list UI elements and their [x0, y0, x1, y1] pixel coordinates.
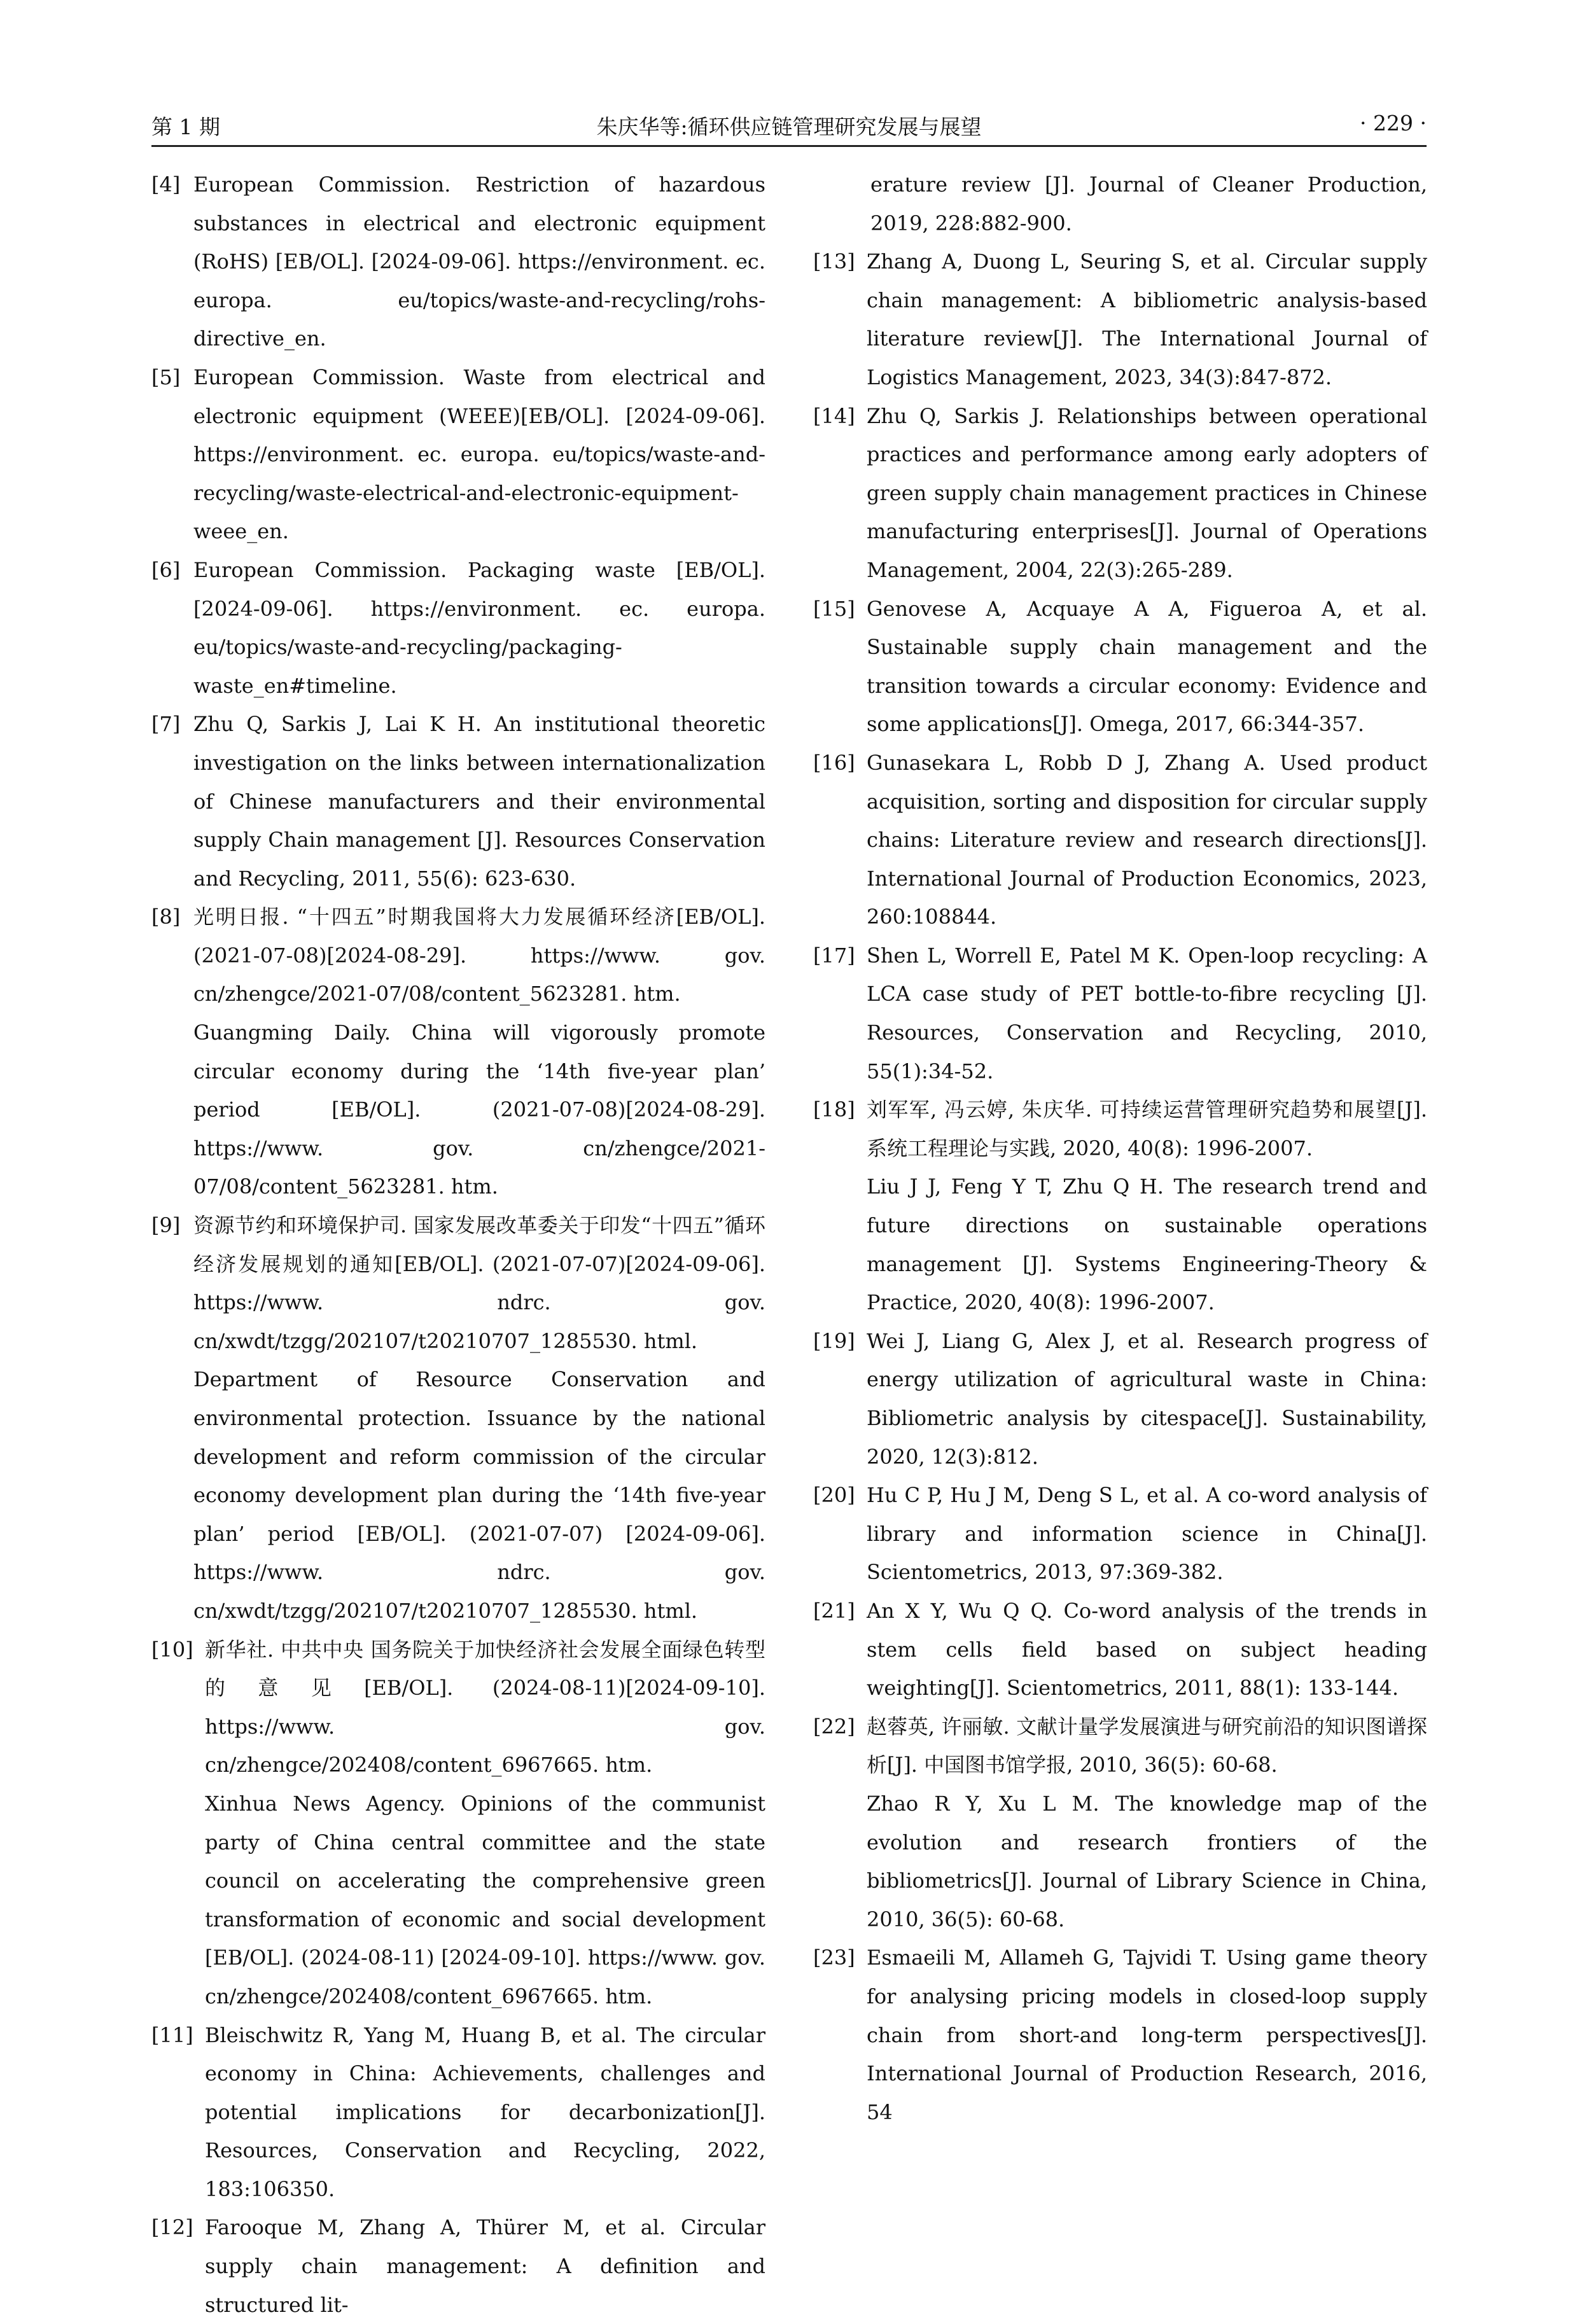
reference-number: [20] [813, 1483, 855, 1508]
reference-entry [813, 590, 1427, 744]
reference-entry [813, 1476, 1427, 1592]
reference-entry [813, 397, 1427, 590]
reference-text: 刘军军, 冯云婷, 朱庆华. 可持续运营管理研究趋势和展望[J]. 系统工程理论与实践, 2020, 40(8): 1996-2007. [867, 1097, 1427, 1160]
reference-number: [5] [151, 365, 181, 389]
reference-number: [16] [813, 750, 855, 775]
reference-entry [813, 242, 1427, 396]
reference-number: [13] [813, 249, 855, 274]
reference-text: Department of Resource Conservation and environmental protection. Issuance by the national development and reform commission of the circular economy development plan during the ‘14th five-year plan’ period [EB/OL]. (2021-07-07) [2024-09-06]. https://www. ndrc. gov. cn/xwdt/tzgg/202107/t20210707_1285530. html. [193, 1367, 765, 1623]
reference-text: Gunasekara L, Robb D J, Zhang A. Used product acquisition, sorting and disposition for circular supply chains: Literature review and research directions[J]. International Journal of Production Economics, 2023, 260:108844. [867, 750, 1427, 929]
reference-number: [10] [151, 1637, 193, 1662]
reference-entry [151, 551, 765, 705]
reference-entry [813, 744, 1427, 936]
reference-entry [151, 358, 765, 551]
running-title: 朱庆华等:循环供应链管理研究发展与展望 [596, 115, 982, 139]
reference-text: Liu J J, Feng Y T, Zhu Q H. The research trend and future directions on sustainable operations management [J]. Systems Engineering-Theory & Practice, 2020, 40(8): 1996-2007. [867, 1174, 1427, 1315]
reference-text: Esmaeili M, Allameh G, Tajvidi T. Using game theory for analysing pricing models in closed-loop supply chain from short-and long-term perspectives[J]. International Journal of Production Research, 2016, 54 [867, 1945, 1427, 2124]
reference-entry [813, 1090, 1427, 1322]
reference-text: 新华社. 中共中央 国务院关于加快经济社会发展全面绿色转型的意见[EB/OL]. (2024-08-11)[2024-09-10]. https://www. gov. cn/zhengce/202408/content_6967665. htm. [205, 1637, 765, 1778]
reference-entry [151, 1631, 765, 2016]
issue-number: 第 1 期 [151, 115, 220, 139]
reference-text: 赵蓉英, 许丽敏. 文献计量学发展演进与研究前沿的知识图谱探析[J]. 中国图书馆学报, 2010, 36(5): 60-68. [867, 1714, 1427, 1778]
reference-entry [151, 1206, 765, 1631]
reference-entry [813, 1322, 1427, 1476]
reference-number: [15] [813, 596, 855, 621]
reference-number: [7] [151, 712, 181, 737]
reference-entry [151, 165, 765, 358]
reference-text: Zhao R Y, Xu L M. The knowledge map of the evolution and research frontiers of the bibliometrics[J]. Journal of Library Science in China, 2010, 36(5): 60-68. [867, 1791, 1427, 1931]
references-right-column [813, 165, 1427, 2131]
reference-text: Shen L, Worrell E, Patel M K. Open-loop recycling: A LCA case study of PET bottle-to-fibre recycling [J]. Resources, Conservation and Recycling, 2010, 55(1):34-52. [867, 943, 1427, 1083]
reference-number: [4] [151, 172, 181, 197]
reference-text: Hu C P, Hu J M, Deng S L, et al. A co-word analysis of library and information science in China[J]. Scientometrics, 2013, 97:369-382. [867, 1483, 1427, 1585]
reference-text: Wei J, Liang G, Alex J, et al. Research progress of energy utilization of agricultural waste in China: Bibliometric analysis by citespace[J]. Sustainability, 2020, 12(3):812. [867, 1328, 1427, 1469]
reference-text: Zhang A, Duong L, Seuring S, et al. Circular supply chain management: A bibliometric analysis-based literature review[J]. The International Journal of Logistics Management, 2023, 34(3):847-872. [867, 249, 1427, 389]
reference-entry [151, 898, 765, 1206]
reference-number: [6] [151, 557, 181, 582]
reference-text: Guangming Daily. China will vigorously promote circular economy during the ‘14th five-year plan’ period [EB/OL]. (2021-07-08)[2024-08-29]. https://www. gov. cn/zhengce/2021-07/08/content_5623281. htm. [193, 1020, 765, 1199]
reference-number: [12] [151, 2215, 193, 2240]
reference-number: [21] [813, 1598, 855, 1623]
reference-number: [17] [813, 943, 855, 968]
reference-text: European Commission. Restriction of hazardous substances in electrical and electronic equipment (RoHS) [EB/OL]. [2024-09-06]. https://environment. ec. europa. eu/topics/waste-and-recycling/rohs-directive_en. [193, 172, 765, 351]
reference-text: Zhu Q, Sarkis J. Relationships between operational practices and performance among early adopters of green supply chain management practices in Chinese manufacturing enterprises[J]. Journal of Operations Management, 2004, 22(3):265-289. [867, 403, 1427, 582]
reference-number: [8] [151, 905, 181, 929]
reference-number: [11] [151, 2022, 193, 2047]
reference-entry [813, 936, 1427, 1090]
reference-text: Xinhua News Agency. Opinions of the communist party of China central committee and the state council on accelerating the comprehensive green transformation of economic and social development [EB/OL]. (2024-08-11) [2024-09-10]. https://www. gov. cn/zhengce/202408/content_6967665. htm. [205, 1791, 765, 2008]
reference-number: [23] [813, 1945, 855, 1970]
reference-text: Farooque M, Zhang A, Thürer M, et al. Circular supply chain management: A definition and structured lit- [205, 2215, 765, 2317]
reference-entry [151, 2208, 765, 2324]
running-header [151, 108, 1427, 147]
reference-text: Genovese A, Acquaye A A, Figueroa A, et al. Sustainable supply chain management and the transition towards a circular economy: Evidence and some applications[J]. Omega, 2017, 66:344-357. [867, 596, 1427, 737]
reference-entry [813, 1708, 1427, 1939]
reference-entry [151, 705, 765, 898]
reference-text: An X Y, Wu Q Q. Co-word analysis of the trends in stem cells field based on subject heading weighting[J]. Scientometrics, 2011, 88(1): 133-144. [867, 1598, 1427, 1701]
reference-entry [813, 1938, 1427, 2131]
reference-entry [813, 1592, 1427, 1708]
reference-continuation: erature review [J]. Journal of Cleaner Production, 2019, 228:882-900. [870, 172, 1427, 235]
reference-number: [14] [813, 403, 855, 428]
reference-text: European Commission. Packaging waste [EB/OL]. [2024-09-06]. https://environment. ec. europa. eu/topics/waste-and-recycling/packaging-waste_en#timeline. [193, 557, 765, 698]
reference-number: [22] [813, 1714, 855, 1739]
reference-entry [151, 2016, 765, 2209]
reference-text: 光明日报. “十四五”时期我国将大力发展循环经济[EB/OL]. (2021-07-08)[2024-08-29]. https://www. gov. cn/zhengce/2021-07/08/content_5623281. htm. [193, 905, 765, 1006]
page-number: · 229 · [1360, 111, 1427, 136]
references-left-column [151, 165, 765, 2324]
reference-number: [19] [813, 1328, 855, 1353]
reference-text: European Commission. Waste from electrical and electronic equipment (WEEE)[EB/OL]. [2024-09-06]. https://environment. ec. europa. eu/topics/waste-and-recycling/waste-electrical-and-electronic-equipment-weee_en. [193, 365, 765, 544]
reference-number: [18] [813, 1097, 855, 1122]
reference-text: 资源节约和环境保护司. 国家发展改革委关于印发“十四五”循环经济发展规划的通知[EB/OL]. (2021-07-07)[2024-09-06]. https://www. ndrc. gov. cn/xwdt/tzgg/202107/t20210707_1285530. html. [193, 1213, 765, 1353]
reference-text: Zhu Q, Sarkis J, Lai K H. An institutional theoretic investigation on the links between internationalization of Chinese manufacturers and their environmental supply Chain management [J]. Resources Conservation and Recycling, 2011, 55(6): 623-630. [193, 712, 765, 891]
reference-number: [9] [151, 1213, 181, 1238]
reference-text: Bleischwitz R, Yang M, Huang B, et al. The circular economy in China: Achievements, challenges and potential implications for decarbonization[J]. Resources, Conservation and Recycling, 2022, 183:106350. [205, 2022, 765, 2201]
